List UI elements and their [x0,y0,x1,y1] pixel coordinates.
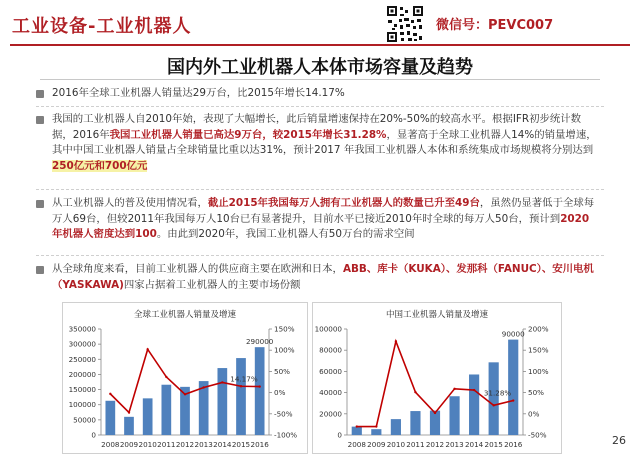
bar [371,429,381,435]
x-tick-label: 2009 [119,440,139,449]
x-tick-label: 2015 [484,440,503,449]
y2-tick-label: 150% [274,324,295,334]
dashed-divider [36,106,604,107]
paragraph-text: ，显著高于全球工业机器人14%的销量增速，其中中国工业机器人销量占全球销量比重以达31%，预计2017 年我国工业机器人本体和系统集成市场规模将分别达到 [52,128,597,156]
paragraph-text: 四家占据着工业机器人的主要市场份额 [123,278,301,291]
dashed-divider [36,189,604,190]
bar [489,362,499,435]
page-number: 26 [612,434,626,447]
wechat-id: 微信号：PEVC007 [436,18,554,33]
bar [430,411,440,435]
bar [449,396,459,435]
y-tick-label: 20000 [319,409,342,419]
y2-tick-label: -50% [274,409,293,419]
paragraph-text: 。由此到2020年，我国工业机器人有50万台的需求空间 [156,228,415,240]
chart-title: 全球工业机器人销量及增速 [133,310,237,320]
bullet-paragraph-1 [52,86,600,102]
bar-data-label: 290000 [245,337,274,347]
bullet-marker [36,90,44,98]
y-tick-label: 100000 [68,400,96,410]
paragraph-text: ，虽然仍显著低于全球每万人69台，但较2011年我国每万人10台已有显著提升，目前水平已接近2010年时全球的每万人50台，预计到 [52,197,595,225]
line-point [240,385,242,387]
chart-svg [63,303,307,453]
x-tick-label: 2011 [406,440,425,449]
x-tick-label: 2013 [445,440,464,449]
x-tick-label: 2014 [213,440,232,449]
line-point [258,385,260,387]
line-point [453,388,455,390]
line-point [356,425,358,427]
global-robot-sales-chart [62,302,308,454]
bar-data-label: 90000 [501,329,525,339]
bar [469,374,479,435]
page-title: 国内外工业机器人本体市场容量及趋势 [167,57,473,78]
bullet-paragraph-4 [52,262,600,293]
bar [508,340,518,435]
highlight-text: ABB、库卡（KUKA）、发那科（FANUC）、安川电机（YASKAWA) [52,263,594,291]
chart-svg [313,303,561,453]
highlight-text: 截止2015年我国每万人拥有工业机器人的数量已升至49台 [207,197,480,209]
highlight-text: 2020 年机器人密度达到100 [52,212,590,240]
x-tick-label: 2016 [504,440,523,449]
bar [236,358,246,435]
x-tick-label: 2015 [231,440,251,449]
x-tick-label: 2008 [101,440,120,449]
dashed-divider [36,255,604,256]
y-tick-label: 300000 [68,339,96,349]
x-tick-label: 2009 [367,440,386,449]
highlight-text: 我国工业机器人销量已高达9万台，较2015年增长31.28% [109,128,387,141]
x-tick-label: 2014 [464,440,484,449]
bar [105,401,115,435]
bullet-marker [36,116,44,124]
bullet-marker [36,266,44,274]
bar [124,417,134,435]
bar [255,347,265,435]
line-point [184,393,186,395]
line-point [221,381,223,383]
line-point [473,389,475,391]
x-tick-label: 2013 [194,440,213,449]
line-point [109,393,111,395]
y2-tick-label: 0% [274,388,286,398]
header-divider [10,44,630,46]
bar [410,411,420,435]
line-point [512,399,514,401]
x-tick-label: 2012 [175,440,195,449]
y-tick-label: 100000 [314,324,342,334]
paragraph-text: 从工业机器人的普及使用情况看， [52,197,208,209]
line-point [202,386,204,388]
x-tick-label: 2010 [138,440,157,449]
china-robot-sales-chart [312,302,562,454]
y-tick-label: 50000 [73,415,96,425]
header-title: 工业设备-工业机器人 [12,16,192,37]
paragraph-text: 从全球角度来看，目前工业机器人的供应商主要在欧洲和日本， [52,263,343,275]
y2-tick-label: 100% [274,345,295,355]
line-point [165,376,167,378]
bullet-paragraph-2 [52,112,600,174]
y2-tick-label: -50% [528,430,547,440]
y-tick-label: 350000 [68,324,96,334]
line-point [128,411,130,413]
bar [391,419,401,435]
y-tick-label: 150000 [68,385,96,395]
x-tick-label: 2011 [157,440,176,449]
bar [352,427,362,435]
bar [143,398,153,435]
y2-tick-label: 200% [528,324,549,334]
chart-title: 中国工业机器人销量及增速 [385,310,489,320]
highlight-text: 250亿元和700亿元 [52,159,148,172]
x-tick-label: 2012 [425,440,445,449]
line-point [434,412,436,414]
y2-tick-label: 150% [528,345,549,355]
title-divider [40,79,600,80]
y-tick-label: 0 [337,430,342,440]
qr-code-icon [386,5,424,43]
line-point [375,425,377,427]
bar [217,368,227,435]
paragraph-text: 2016年全球工业机器人销量达29万台，比2015年增长14.17% [52,87,345,99]
line-point [492,404,494,406]
x-tick-label: 2008 [347,440,366,449]
y2-tick-label: 50% [528,388,544,398]
y-tick-label: 0 [91,430,96,440]
y-tick-label: 250000 [68,354,96,364]
line-point [414,391,416,393]
paragraph-text: 我国的工业机器人自2010年始，表现了大幅增长，此后销量增速保持在20%-50%的较高水平。根据IFR初步统计数据，2016年 [52,113,582,141]
bullet-paragraph-3 [52,196,600,243]
y2-tick-label: 50% [274,366,290,376]
y2-tick-label: -100% [274,430,298,440]
x-tick-label: 2016 [250,440,269,449]
line-point [146,348,148,350]
line-data-label: 31.28% [483,388,512,398]
x-tick-label: 2010 [386,440,406,449]
y-tick-label: 40000 [319,388,342,398]
line-point [395,340,397,342]
y-tick-label: 80000 [319,345,342,355]
bar [161,385,171,435]
line-data-label: 14.17% [230,374,258,384]
y2-tick-label: 0% [528,409,540,419]
y-tick-label: 60000 [319,366,342,376]
bullet-marker [36,200,44,208]
y2-tick-label: 100% [528,366,549,376]
y-tick-label: 200000 [68,369,96,379]
